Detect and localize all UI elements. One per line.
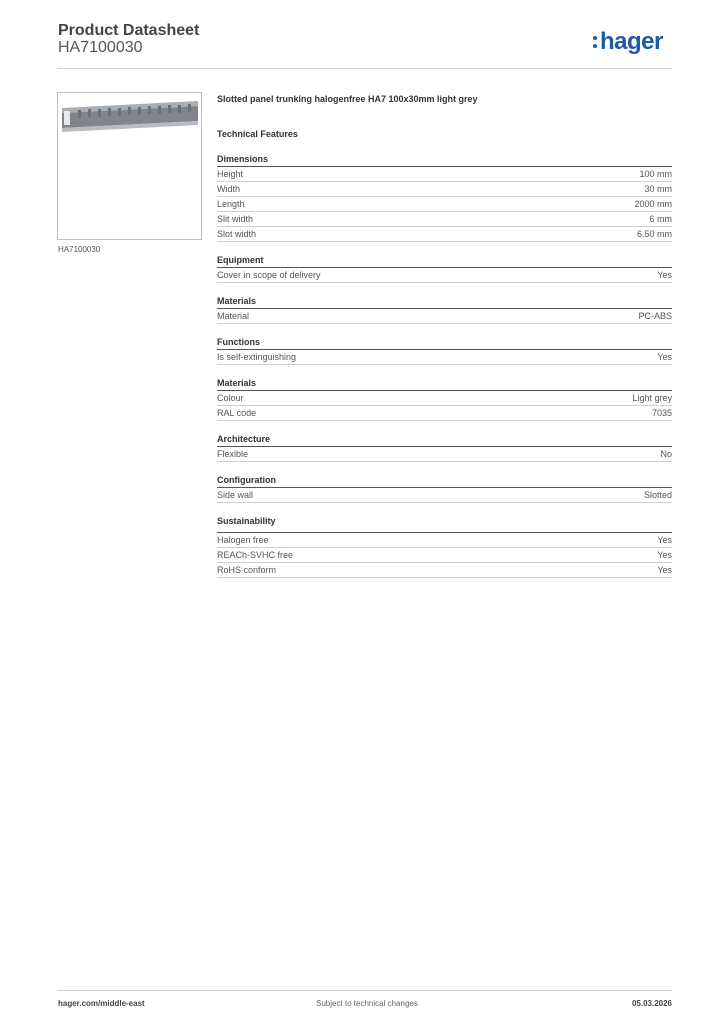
spec-label: Width xyxy=(217,184,241,194)
spec-label: Halogen free xyxy=(217,535,269,545)
spec-row xyxy=(217,488,672,503)
header-divider xyxy=(57,68,672,69)
spec-row xyxy=(217,391,672,406)
spec-row xyxy=(217,533,672,548)
technical-content xyxy=(217,92,672,578)
spec-row xyxy=(217,548,672,563)
spec-value: Yes xyxy=(657,550,672,560)
spec-row xyxy=(217,212,672,227)
section-equipment xyxy=(217,254,672,283)
section-dimensions xyxy=(217,153,672,242)
spec-label: REACh-SVHC free xyxy=(217,550,294,560)
spec-label: Slot width xyxy=(217,229,257,239)
spec-label: Length xyxy=(217,199,245,209)
spec-value: 6 mm xyxy=(649,214,672,224)
section-functions xyxy=(217,336,672,365)
spec-label: Height xyxy=(217,169,244,179)
image-caption: HA7100030 xyxy=(58,245,101,254)
spec-value: 2000 mm xyxy=(634,199,672,209)
spec-label: Material xyxy=(217,311,250,321)
logo-colon-icon xyxy=(593,28,597,48)
section-title: Dimensions xyxy=(217,154,269,164)
section-architecture xyxy=(217,433,672,462)
spec-label: RAL code xyxy=(217,408,257,418)
section-title: Materials xyxy=(217,296,257,306)
footer-notice: Subject to technical changes xyxy=(316,999,418,1008)
spec-label: Cover in scope of delivery xyxy=(217,270,321,280)
spec-label: Flexible xyxy=(217,449,249,459)
spec-row xyxy=(217,268,672,283)
footer-divider xyxy=(57,990,672,991)
spec-value: PC-ABS xyxy=(638,311,672,321)
spec-row xyxy=(217,197,672,212)
technical-features-title: Technical Features xyxy=(217,129,298,139)
document-title: Product Datasheet xyxy=(58,22,200,39)
spec-value: Slotted xyxy=(643,490,672,500)
footer-date: 05.03.2026 xyxy=(631,999,672,1008)
spec-label: Colour xyxy=(217,393,244,403)
section-sustainability xyxy=(217,515,672,578)
section-configuration xyxy=(217,474,672,503)
section-materials xyxy=(217,295,672,324)
spec-value: 30 mm xyxy=(644,184,672,194)
hager-logo xyxy=(593,28,663,56)
spec-row xyxy=(217,350,672,365)
spec-value: 6.50 mm xyxy=(636,229,672,239)
product-code: HA7100030 xyxy=(58,39,143,56)
section-title: Equipment xyxy=(217,255,264,265)
section-title: Configuration xyxy=(217,475,276,485)
spec-row xyxy=(217,182,672,197)
spec-value: Yes xyxy=(657,535,672,545)
section-title: Functions xyxy=(217,337,260,347)
spec-value: 7035 xyxy=(651,408,672,418)
spec-label: Is self-extinguishing xyxy=(217,352,297,362)
spec-row xyxy=(217,227,672,242)
spec-value: 100 mm xyxy=(639,169,672,179)
spec-label: Side wall xyxy=(217,490,254,500)
section-title: Sustainability xyxy=(217,516,276,526)
spec-label: Slit width xyxy=(217,214,254,224)
spec-value: Yes xyxy=(657,270,672,280)
section-title: Architecture xyxy=(217,434,271,444)
spec-row xyxy=(217,563,672,578)
spec-value: Light grey xyxy=(632,393,672,403)
section-title: Materials xyxy=(217,378,257,388)
product-image xyxy=(57,92,202,240)
spec-value: No xyxy=(660,449,672,459)
logo-text: hager xyxy=(600,28,663,55)
spec-row xyxy=(217,406,672,421)
trunking-image-icon xyxy=(58,93,201,239)
section-materials-colour xyxy=(217,377,672,421)
spec-row xyxy=(217,447,672,462)
product-title: Slotted panel trunking halogenfree HA7 100x30mm light grey xyxy=(217,94,478,104)
spec-value: Yes xyxy=(657,565,672,575)
spec-row xyxy=(217,167,672,182)
spec-value: Yes xyxy=(657,352,672,362)
spec-label: RoHS conform xyxy=(217,565,277,575)
spec-row xyxy=(217,309,672,324)
footer-website-link[interactable]: hager.com/middle-east xyxy=(58,999,145,1008)
